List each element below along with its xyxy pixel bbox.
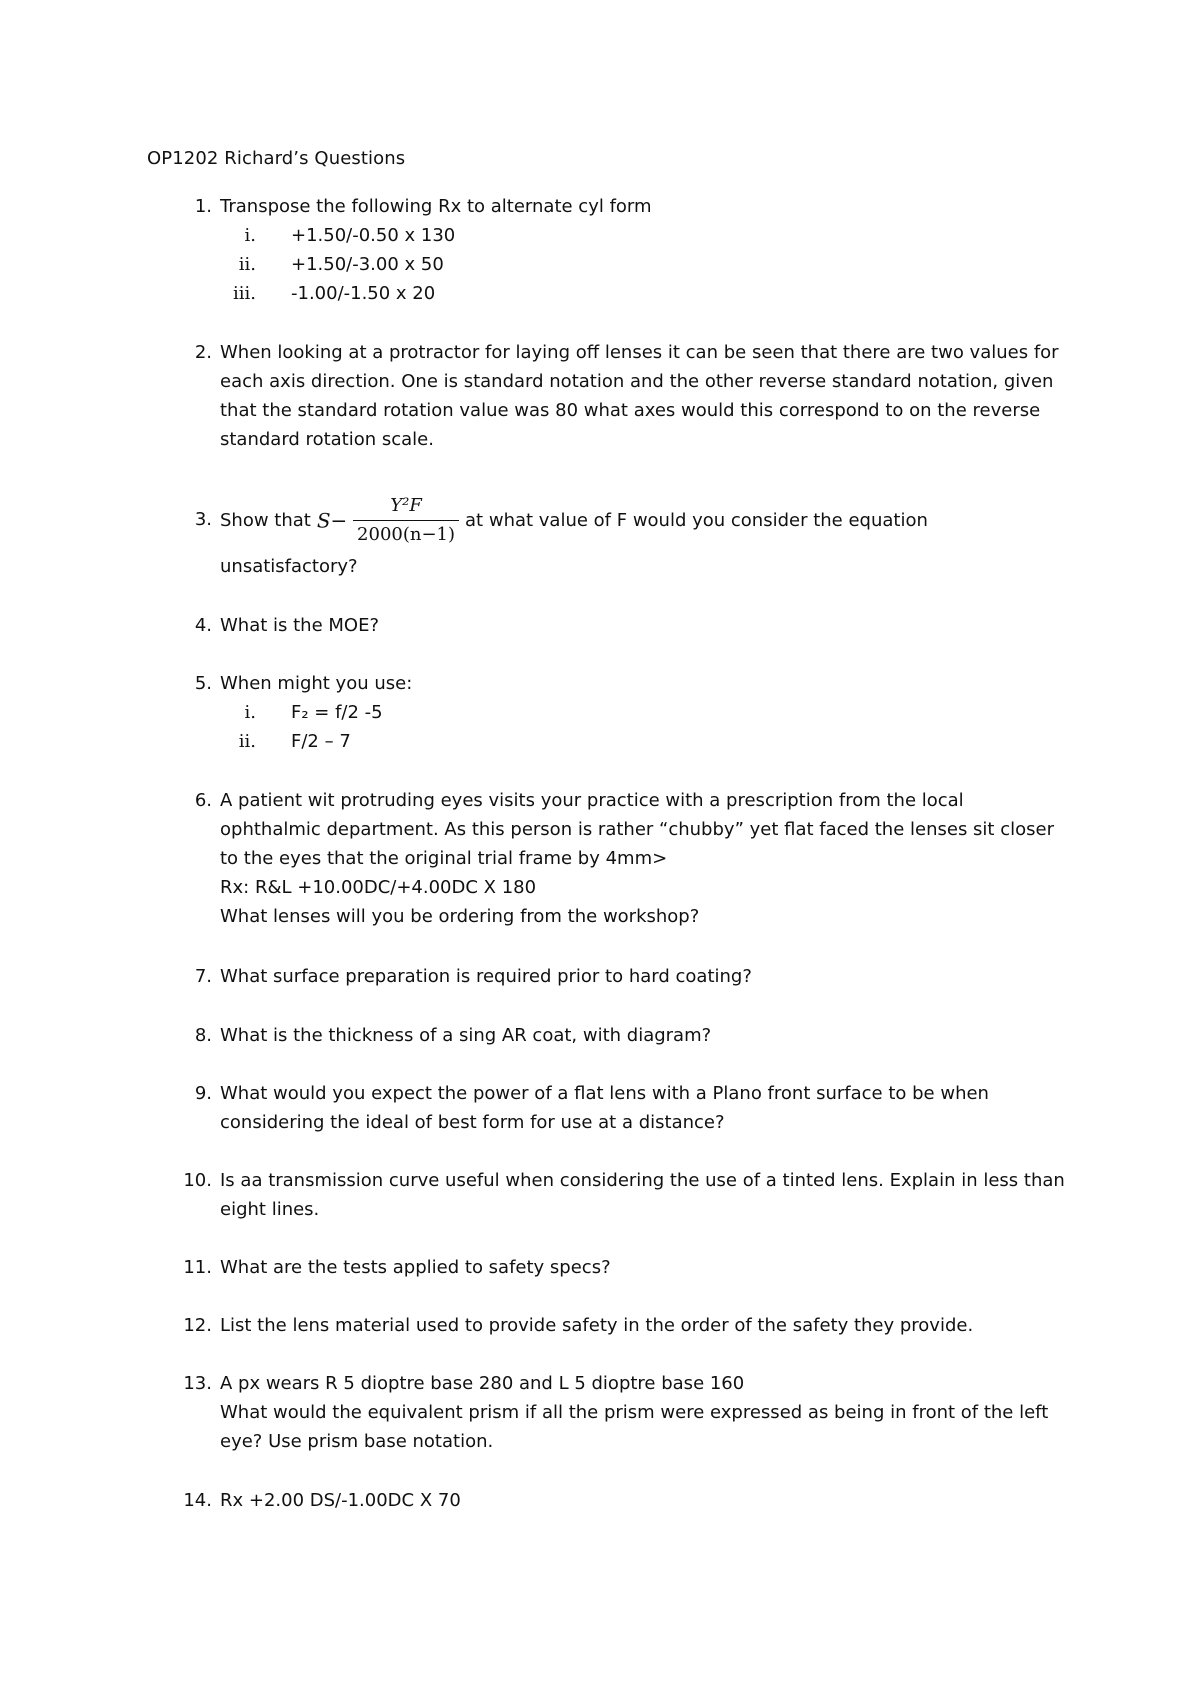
question-text: eye? Use prism base notation.: [220, 1431, 494, 1452]
question-text: standard rotation scale.: [220, 429, 434, 450]
question-text: What would you expect the power of a flat lens with a Plano front surface to be when: [220, 1083, 989, 1104]
formula-lhs: S−: [316, 508, 348, 532]
question-number: 7.: [194, 966, 212, 987]
question-text: considering the ideal of best form for use at a distance?: [220, 1112, 725, 1133]
question-text: that the standard rotation value was 80 what axes would this correspond to on the reverse: [220, 400, 1041, 421]
question-number: 6.: [194, 790, 212, 811]
question-text: What is the thickness of a sing AR coat, with diagram?: [220, 1025, 712, 1046]
sub-item-text: +1.50/-0.50 x 130: [291, 225, 456, 246]
formula-suffix: at what value of F would you consider the equation: [465, 509, 928, 531]
question-text: What is the MOE?: [220, 615, 380, 636]
fraction: [353, 492, 459, 549]
question-number: 5.: [194, 673, 212, 694]
question-text: Transpose the following Rx to alternate cyl form: [220, 196, 652, 217]
sub-item-number: ii.: [238, 254, 256, 275]
question-number: 8.: [194, 1025, 212, 1046]
question-text: List the lens material used to provide safety in the order of the safety they provide.: [220, 1315, 974, 1336]
question-text: What would the equivalent prism if all the prism were expressed as being in front of the left: [220, 1402, 1049, 1423]
question-text: When looking at a protractor for laying off lenses it can be seen that there are two values for: [220, 342, 1059, 363]
question-number: 14.: [183, 1490, 212, 1511]
question-text: each axis direction. One is standard notation and the other reverse standard notation, given: [220, 371, 1054, 392]
sub-item-text: +1.50/-3.00 x 50: [291, 254, 444, 275]
fraction-numerator: Y²F: [353, 492, 459, 521]
sub-item-number: i.: [244, 702, 256, 723]
sub-item-number: iii.: [233, 283, 256, 304]
sub-item-number: ii.: [238, 731, 256, 752]
formula-prefix: Show that: [220, 509, 311, 531]
question-text: unsatisfactory?: [220, 556, 358, 577]
question-number: 13.: [183, 1373, 212, 1394]
question-text: eight lines.: [220, 1199, 320, 1220]
question-text: Rx: R&L +10.00DC/+4.00DC X 180: [220, 877, 537, 898]
question-number: 10.: [183, 1170, 212, 1191]
formula: [317, 492, 459, 549]
fraction-denominator: 2000(n−1): [357, 523, 456, 545]
question-text: [220, 482, 928, 558]
sub-item-text: F₂ = f/2 -5: [291, 702, 383, 723]
question-text: What lenses will you be ordering from the workshop?: [220, 906, 700, 927]
question-number: 4.: [194, 615, 212, 636]
question-text: Rx +2.00 DS/-1.00DC X 70: [220, 1490, 461, 1511]
question-number: 1.: [194, 196, 212, 217]
question-text: to the eyes that the original trial frame by 4mm>: [220, 848, 668, 869]
question-text: When might you use:: [220, 673, 413, 694]
question-text: A px wears R 5 dioptre base 280 and L 5 dioptre base 160: [220, 1373, 745, 1394]
question-text: ophthalmic department. As this person is rather “chubby” yet flat faced the lenses sit closer: [220, 819, 1054, 840]
question-number: 3.: [194, 509, 212, 530]
question-text: What are the tests applied to safety specs?: [220, 1257, 611, 1278]
question-text: What surface preparation is required prior to hard coating?: [220, 966, 752, 987]
question-number: 2.: [194, 342, 212, 363]
sub-item-number: i.: [244, 225, 256, 246]
question-number: 9.: [194, 1083, 212, 1104]
question-number: 11.: [183, 1257, 212, 1278]
question-text: A patient wit protruding eyes visits your practice with a prescription from the local: [220, 790, 964, 811]
question-number: 12.: [183, 1315, 212, 1336]
sub-item-text: -1.00/-1.50 x 20: [291, 283, 436, 304]
document-title: OP1202 Richard’s Questions: [147, 148, 406, 169]
question-text: Is aa transmission curve useful when considering the use of a tinted lens. Explain in less than: [220, 1170, 1065, 1191]
sub-item-text: F/2 – 7: [291, 731, 351, 752]
